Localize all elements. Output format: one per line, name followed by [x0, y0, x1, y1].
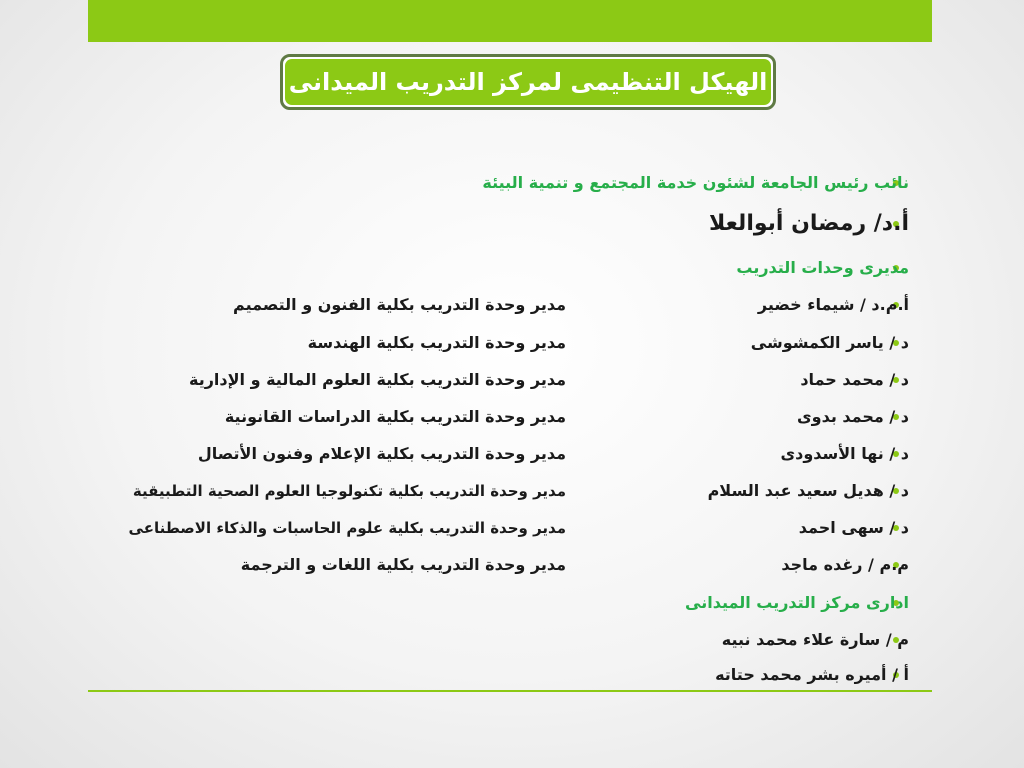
- vice-president-name: أ.د/ رمضان أبوالعلا: [708, 211, 909, 236]
- admin-heading: ادارى مركز التدريب الميدانى: [685, 593, 909, 612]
- vice-president-role: نائب رئيس الجامعة لشئون خدمة المجتمع و تنمية البيئة: [482, 173, 909, 192]
- director-name: د / هديل سعيد عبد السلام: [707, 481, 909, 500]
- director-name: أ.م.د / شيماء خضير: [757, 295, 909, 314]
- director-unit: مدير وحدة التدريب بكلية الفنون و التصميم: [233, 295, 566, 314]
- top-accent-bar: [88, 0, 932, 42]
- title-banner: [280, 54, 776, 110]
- director-unit: مدير وحدة التدريب بكلية تكنولوجيا العلوم الصحية التطبيقية: [132, 482, 566, 500]
- director-unit: مدير وحدة التدريب بكلية العلوم المالية و الإدارية: [188, 370, 566, 389]
- unit-directors-heading: مديرى وحدات التدريب: [736, 258, 909, 277]
- page-title: الهيكل التنظيمى لمركز التدريب الميدانى: [285, 59, 771, 105]
- director-name: د / ياسر الكمشوشى: [750, 333, 909, 352]
- director-unit: مدير وحدة التدريب بكلية الدراسات القانونية: [224, 407, 566, 426]
- director-name: د / محمد حماد: [800, 370, 909, 389]
- director-unit: مدير وحدة التدريب بكلية اللغات و الترجمة: [240, 555, 566, 574]
- admin-staff-name: م / سارة علاء محمد نبيه: [721, 630, 909, 649]
- director-unit: مدير وحدة التدريب بكلية الإعلام وفنون الأتصال: [197, 444, 566, 463]
- admin-staff-name: أ / أميره بشر محمد حتاته: [715, 665, 909, 684]
- director-name: م.م / رغده ماجد: [781, 555, 909, 574]
- director-name: د / نها الأسدودى: [780, 444, 909, 463]
- director-name: د / سهى احمد: [798, 518, 909, 537]
- director-unit: مدير وحدة التدريب بكلية علوم الحاسبات والذكاء الاصطناعى: [128, 519, 566, 537]
- director-unit: مدير وحدة التدريب بكلية الهندسة: [307, 333, 566, 352]
- bottom-divider: [88, 690, 932, 692]
- director-name: د / محمد بدوى: [796, 407, 909, 426]
